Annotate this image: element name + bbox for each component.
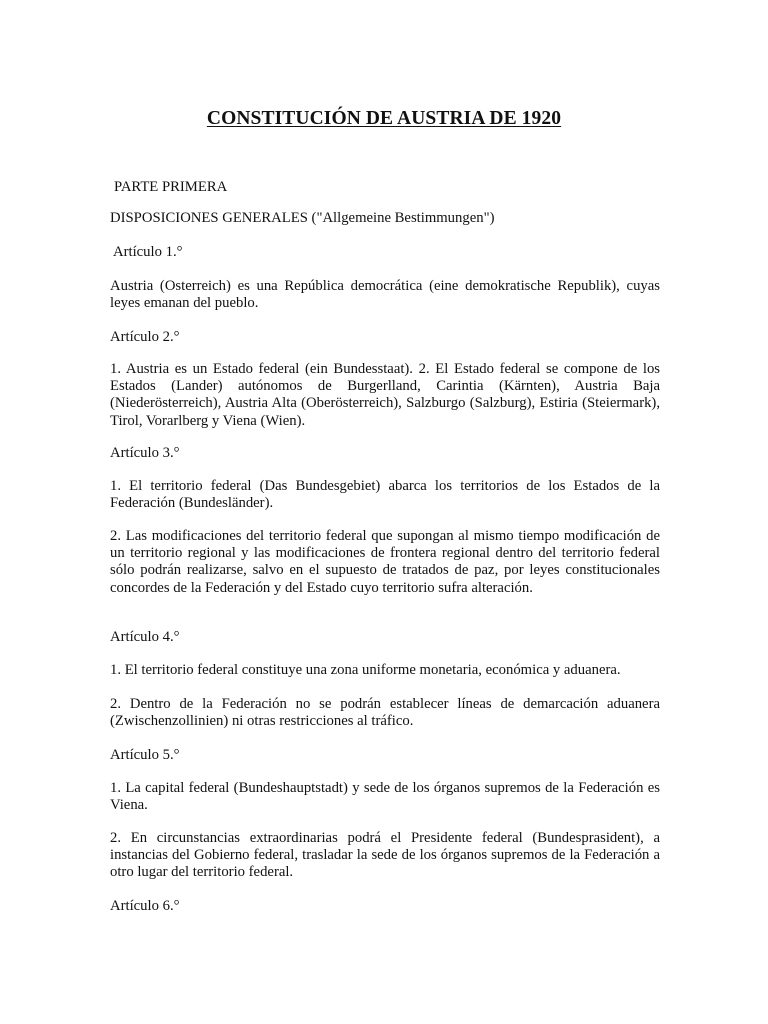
- article-6-heading: Artículo 6.°: [110, 898, 180, 914]
- article-3-paragraph-1: 1. El territorio federal (Das Bundesgebiet) abarca los territorios de los Estados de la Federación (Bundesländer).: [110, 478, 660, 512]
- article-1-paragraph-1: Austria (Osterreich) es una República democrática (eine demokratische Republik), cuyas leyes emanan del pueblo.: [110, 278, 660, 312]
- article-2-heading: Artículo 2.°: [110, 329, 180, 345]
- article-2-paragraph-1: 1. Austria es un Estado federal (ein Bundesstaat). 2. El Estado federal se compone de los Estados (Lander) autónomos de Burgerlland, Carintia (Kärnten), Austria Baja (Niederösterreich), Austria Alta (Oberösterreich), Salzburgo (Salzburg), Estiria (Steiermark), Tirol, Vorarlberg y Viena (Wien).: [110, 361, 660, 429]
- article-3-heading: Artículo 3.°: [110, 445, 180, 461]
- article-5-heading: Artículo 5.°: [110, 747, 180, 763]
- article-1-heading: Artículo 1.°: [113, 244, 183, 260]
- article-3-paragraph-2: 2. Las modificaciones del territorio federal que supongan al mismo tiempo modificación de un territorio regional y las modificaciones de frontera regional dentro del territorio federal sólo podrán realizarse, salvo en el supuesto de tratados de paz, por leyes constitucionales concordes de la Federación y del Estado cuyo territorio sufra alteración.: [110, 528, 660, 596]
- article-4-paragraph-2: 2. Dentro de la Federación no se podrán establecer líneas de demarcación aduanera (Zwischenzollinien) ni otras restricciones al tráfico.: [110, 696, 660, 730]
- article-5-paragraph-2: 2. En circunstancias extraordinarias podrá el Presidente federal (Bundesprasident), a instancias del Gobierno federal, trasladar la sede de los órganos supremos de la Federación a otro lugar del territorio federal.: [110, 830, 660, 881]
- article-4-paragraph-1: 1. El territorio federal constituye una zona uniforme monetaria, económica y aduanera.: [110, 662, 621, 678]
- part-heading: PARTE PRIMERA: [114, 179, 228, 195]
- section-heading: DISPOSICIONES GENERALES ("Allgemeine Bestimmungen"): [110, 210, 495, 226]
- document-title: CONSTITUCIÓN DE AUSTRIA DE 1920: [206, 108, 562, 129]
- article-4-heading: Artículo 4.°: [110, 629, 180, 645]
- article-5-paragraph-1: 1. La capital federal (Bundeshauptstadt) y sede de los órganos supremos de la Federación es Viena.: [110, 780, 660, 814]
